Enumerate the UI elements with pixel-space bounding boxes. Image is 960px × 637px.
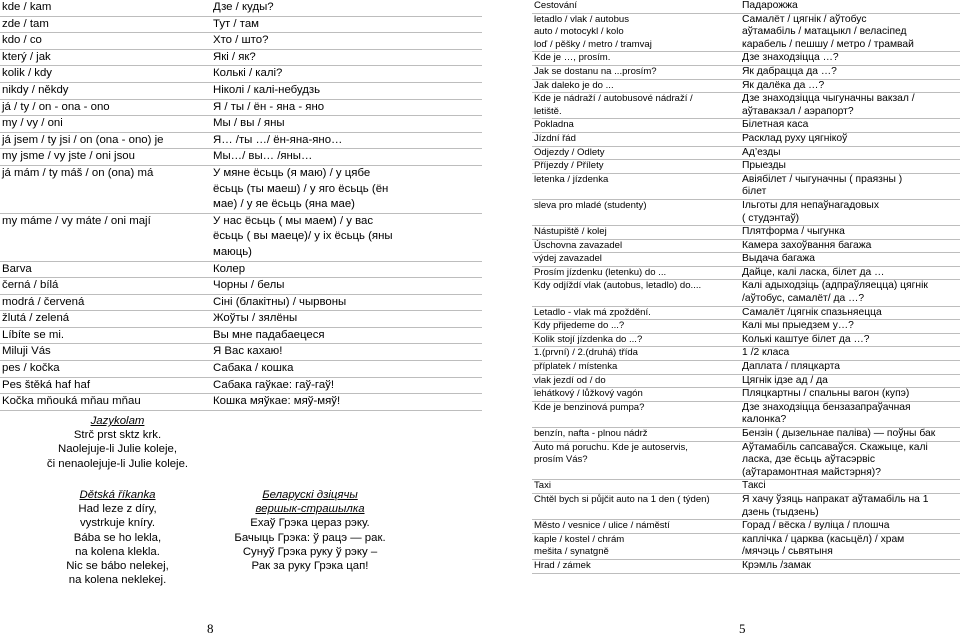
belarusian-phrase: Колер (207, 261, 482, 278)
phrase-row (0, 132, 482, 149)
poem-line: na kolena neklekej. (68, 574, 167, 587)
phrase-row (532, 65, 960, 79)
belarusian-rhyme-subtitle: вершык-страшылка (255, 503, 365, 516)
phrase-row (0, 377, 482, 394)
phrase-row (0, 116, 482, 133)
czech-phrase: já mám / ty máš / on (ona) má (0, 165, 207, 213)
belarusian-phrase: Мы / вы / яны (207, 116, 482, 133)
belarusian-phrase: Ніколі / калі-небудзь (207, 82, 482, 99)
belarusian-phrase: Калі адыходзіць (адпраўляецца) цягнік /аўтобус, самалёт/ да …? (740, 280, 960, 306)
phrase-row (532, 93, 960, 119)
phrase-row (0, 16, 482, 33)
belarusian-phrase: Сабака гаўкае: гаў-гаў! (207, 377, 482, 394)
czech-phrase: Kde je …, prosím. (532, 52, 740, 66)
czech-phrase: Nástupiště / kolej (532, 226, 740, 240)
poem-line: Сунуў Грэка руку ў рэку – (242, 545, 378, 558)
czech-phrase: nikdy / někdy (0, 82, 207, 99)
belarusian-phrase: Прыезды (740, 160, 960, 174)
czech-phrase: Pokladna (532, 119, 740, 133)
czech-phrase: my máme / vy máte / oni mají (0, 213, 207, 261)
belarusian-phrase: Дзе / куды? (207, 0, 482, 16)
phrase-row (0, 49, 482, 66)
czech-phrase: který / jak (0, 49, 207, 66)
belarusian-phrase: Расклад руху цягнікоў (740, 132, 960, 146)
belarusian-phrase: Колькі каштуе білет да …? (740, 333, 960, 347)
poem-line: Ехаў Грэка цераз рэку. (250, 517, 370, 530)
belarusian-phrase: Я / ты / ён - яна - яно (207, 99, 482, 116)
belarusian-phrase: Падарожжа (740, 0, 960, 13)
czech-phrase: já jsem / ty jsi / on (ona - ono) je (0, 132, 207, 149)
czech-phrase: letadlo / vlak / autobus auto / motocykl / kolo loď / pěšky / metro / tramvaj (532, 13, 740, 52)
belarusian-phrase: Сабака / кошка (207, 361, 482, 378)
phrase-row (532, 160, 960, 174)
belarusian-phrase: Аўтамабіль сапсаваўся. Скажыце, калі ласка, дзе ёсьць аўтасэрвіс (аўтарамонтная майстэрня)? (740, 441, 960, 480)
phrase-row (532, 132, 960, 146)
poem-line: Nic se bábo nelekej, (66, 560, 169, 573)
czech-phrase: Kočka mňouká mňau mňau (0, 394, 207, 411)
czech-phrase: Úschovna zavazadel (532, 239, 740, 253)
belarusian-phrase: Выдача багажа (740, 253, 960, 267)
phrase-row (532, 119, 960, 133)
czech-phrase: Kolik stojí jízdenka do ...? (532, 333, 740, 347)
phrase-row (0, 261, 482, 278)
phrase-table (0, 0, 482, 411)
belarusian-rhyme-title: Беларускі дзіцячы (262, 489, 358, 501)
phrase-row (0, 33, 482, 50)
phrase-row (0, 165, 482, 213)
czech-phrase: Auto má poruchu. Kde je autoservis, prosím Vás? (532, 441, 740, 480)
belarusian-phrase: Крэмль /замак (740, 559, 960, 573)
czech-phrase: Pes štěká haf haf (0, 377, 207, 394)
phrase-row (532, 333, 960, 347)
phrase-row (532, 347, 960, 361)
phrase-row (532, 253, 960, 267)
belarusian-phrase: Мы…/ вы… /яны… (207, 149, 482, 166)
czech-phrase: Jak se dostanu na ...prosím? (532, 65, 740, 79)
belarusian-phrase: Ад’езды (740, 146, 960, 160)
tongue-twister (20, 414, 215, 471)
czech-phrase: Hrad / zámek (532, 559, 740, 573)
belarusian-phrase: Дзе знаходзіцца чыгуначны вакзал / аўтавакзал / аэрапорт? (740, 93, 960, 119)
page-number: 5 (739, 621, 746, 636)
phrase-row (532, 146, 960, 160)
belarusian-phrase: Плятформа / чыгунка (740, 226, 960, 240)
belarusian-phrase: Жоўты / зялёны (207, 311, 482, 328)
phrase-row (532, 401, 960, 427)
phrase-row (532, 441, 960, 480)
phrase-row (532, 559, 960, 573)
poem-line: Рак за руку Грэка цап! (251, 560, 369, 573)
czech-phrase: já / ty / on - ona - ono (0, 99, 207, 116)
czech-phrase: Kde je benzinová pumpa? (532, 401, 740, 427)
poem-line: Had leze z díry, (78, 503, 157, 516)
czech-phrase: Prosím jízdenku (letenku) do ... (532, 266, 740, 280)
phrase-row (532, 533, 960, 559)
phrase-row (0, 311, 482, 328)
phrase-row (0, 278, 482, 295)
belarusian-phrase: Як дабрацца да …? (740, 65, 960, 79)
belarusian-phrase: Тут / там (207, 16, 482, 33)
phrase-row (532, 480, 960, 494)
belarusian-phrase: Кошка мяўкае: мяў-мяў! (207, 394, 482, 411)
czech-phrase: Barva (0, 261, 207, 278)
phrase-row (0, 361, 482, 378)
phrase-row (0, 394, 482, 411)
phrase-row (532, 79, 960, 93)
czech-phrase: sleva pro mladé (studenty) (532, 199, 740, 225)
travel-phrase-table (532, 0, 960, 574)
belarusian-phrase: Я Вас кахаю! (207, 344, 482, 361)
phrase-row (532, 0, 960, 13)
belarusian-phrase: Які / як? (207, 49, 482, 66)
czech-phrase: pes / kočka (0, 361, 207, 378)
phrase-row (532, 266, 960, 280)
belarusian-phrase: Ільготы для непаўнагадовых ( студэнтаў) (740, 199, 960, 225)
phrase-row (532, 239, 960, 253)
czech-phrase: Kdy přijedeme do ...? (532, 320, 740, 334)
tongue-twister-title: Jazykolam (90, 415, 145, 427)
czech-phrase: letenka / jízdenka (532, 173, 740, 199)
czech-phrase: vlak jezdí od / do (532, 374, 740, 388)
belarusian-rhyme (215, 488, 405, 573)
belarusian-phrase: Білетная каса (740, 119, 960, 133)
phrase-row (532, 361, 960, 375)
czech-phrase: kdo / co (0, 33, 207, 50)
czech-phrase: Chtěl bych si půjčit auto na 1 den ( týden) (532, 493, 740, 519)
belarusian-phrase: Цягнік ідзе ад / да (740, 374, 960, 388)
belarusian-phrase: Чорны / белы (207, 278, 482, 295)
phrase-row (532, 520, 960, 534)
phrase-row (532, 173, 960, 199)
phrase-row (0, 99, 482, 116)
czech-phrase: Jízdní řád (532, 132, 740, 146)
phrase-row (532, 13, 960, 52)
czech-phrase: kolik / kdy (0, 66, 207, 83)
belarusian-phrase: Колькі / калі? (207, 66, 482, 83)
phrase-row (532, 493, 960, 519)
belarusian-phrase: Я… /ты …/ ён-яна-яно… (207, 132, 482, 149)
belarusian-phrase: Сіні (блакітны) / чырвоны (207, 294, 482, 311)
belarusian-phrase: Дзе знаходзіцца бензазапраўачная калонка? (740, 401, 960, 427)
czech-rhyme (20, 488, 215, 587)
czech-phrase: lehátkový / lůžkový vagón (532, 388, 740, 402)
poem-line: Бачыць Грэка: ў рацэ — рак. (234, 531, 386, 544)
czech-phrase: černá / bílá (0, 278, 207, 295)
belarusian-phrase: 1 /2 класа (740, 347, 960, 361)
right-page (532, 0, 960, 637)
czech-phrase: žlutá / zelená (0, 311, 207, 328)
phrase-row (532, 428, 960, 442)
czech-phrase: kaple / kostel / chrám mešita / synatgně (532, 533, 740, 559)
belarusian-phrase: У мяне ёсьць (я маю) / у цябе ёсьць (ты маеш) / у яго ёсьць (ён мае) / у яе ёсьць (яна мае) (207, 165, 482, 213)
belarusian-phrase: Дзе знаходзіцца …? (740, 52, 960, 66)
czech-phrase: benzín, nafta - plnou nádrž (532, 428, 740, 442)
czech-phrase: my / vy / oni (0, 116, 207, 133)
belarusian-phrase: Як далёка да …? (740, 79, 960, 93)
czech-phrase: Příjezdy / Přílety (532, 160, 740, 174)
czech-phrase: modrá / červená (0, 294, 207, 311)
phrase-row (0, 0, 482, 16)
belarusian-phrase: Дайце, калі ласка, білет да … (740, 266, 960, 280)
czech-phrase: výdej zavazadel (532, 253, 740, 267)
belarusian-phrase: Даплата / пляцкарта (740, 361, 960, 375)
phrase-row (0, 294, 482, 311)
belarusian-phrase: У нас ёсьць ( мы маем) / у вас ёсьць ( вы маеце)/ у іх ёсьць (яны маюць) (207, 213, 482, 261)
poem-line: na kolena klekla. (75, 545, 160, 558)
czech-phrase: Taxi (532, 480, 740, 494)
czech-phrase: 1.(první) / 2.(druhá) třída (532, 347, 740, 361)
phrase-row (532, 52, 960, 66)
phrase-row (0, 149, 482, 166)
czech-phrase: Město / vesnice / ulice / náměstí (532, 520, 740, 534)
belarusian-phrase: Авіябілет / чыгуначны ( праязны ) білет (740, 173, 960, 199)
phrase-row (0, 344, 482, 361)
poem-line: či nenaolejuje-li Julie koleje. (46, 457, 189, 470)
phrase-row (532, 306, 960, 320)
phrase-row (532, 320, 960, 334)
poem-line: Strč prst sktz krk. (73, 429, 162, 442)
poem-line: vystrkuje kníry. (79, 517, 156, 530)
belarusian-phrase: Бензін ( дызельнае паліва) — поўны бак (740, 428, 960, 442)
belarusian-phrase: Калі мы прыедзем у…? (740, 320, 960, 334)
czech-phrase: Letadlo - vlak má zpoždění. (532, 306, 740, 320)
czech-phrase: příplatek / místenka (532, 361, 740, 375)
belarusian-phrase: Самалёт / цягнік / аўтобус аўтамабіль / матацыкл / веласіпед карабель / пешшу / метро / трамвай (740, 13, 960, 52)
phrase-row (532, 226, 960, 240)
czech-rhyme-title: Dětská říkanka (79, 489, 156, 501)
belarusian-phrase: Вы мне падабаецеся (207, 327, 482, 344)
poem-line: Naolejuje-li Julie koleje, (57, 443, 178, 456)
czech-phrase: Kde je nádraží / autobusové nádraží / letiště. (532, 93, 740, 119)
phrase-row (0, 327, 482, 344)
belarusian-phrase: Самалёт /цягнік спазьняецца (740, 306, 960, 320)
czech-phrase: Jak daleko je do ... (532, 79, 740, 93)
czech-phrase: kde / kam (0, 0, 207, 16)
belarusian-phrase: каплічка / царква (касьцёл) / храм /мячэць / сьвятыня (740, 533, 960, 559)
phrase-row (532, 388, 960, 402)
poem-line: Bába se ho lekla, (73, 531, 162, 544)
phrase-row (532, 374, 960, 388)
phrase-row (532, 199, 960, 225)
belarusian-phrase: Камера захоўвання багажа (740, 239, 960, 253)
czech-phrase: Miluji Vás (0, 344, 207, 361)
phrase-row (0, 213, 482, 261)
czech-phrase: Cestování (532, 0, 740, 13)
phrase-row (0, 66, 482, 83)
phrase-row (0, 82, 482, 99)
czech-phrase: zde / tam (0, 16, 207, 33)
belarusian-phrase: Пляцкартны / спальны вагон (купэ) (740, 388, 960, 402)
page-number: 8 (207, 621, 214, 636)
belarusian-phrase: Таксі (740, 480, 960, 494)
czech-phrase: Líbíte se mi. (0, 327, 207, 344)
belarusian-phrase: Я хачу ўзяць напракат аўтамабіль на 1 дзень (тыдзень) (740, 493, 960, 519)
czech-phrase: Kdy odjíždí vlak (autobus, letadlo) do.... (532, 280, 740, 306)
czech-phrase: Odjezdy / Odlety (532, 146, 740, 160)
phrase-row (532, 280, 960, 306)
czech-phrase: my jsme / vy jste / oni jsou (0, 149, 207, 166)
belarusian-phrase: Хто / што? (207, 33, 482, 50)
belarusian-phrase: Горад / вёска / вуліца / плошча (740, 520, 960, 534)
